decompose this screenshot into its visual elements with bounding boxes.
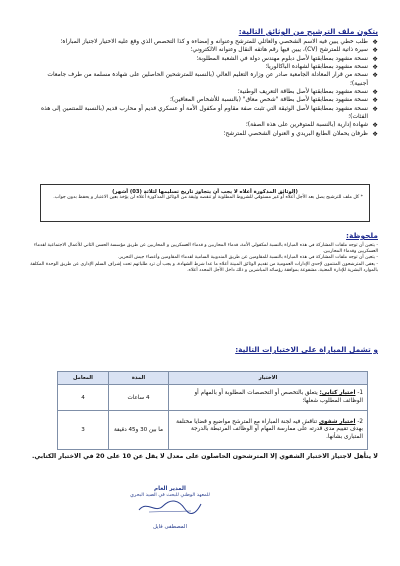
column-header-coefficient: المعامل (58, 372, 109, 385)
table-row (58, 411, 368, 450)
notice-late-files: * كل ملف للترشيح يصل بعد الأجل أعلاه أو غير مستوفي للشروط المطلوبة أو تنقصه وثيقة من الوثائق المذكورة أعلاه لن يؤخذ بعين الاعتبار و يحفظ بدون جواب. (53, 195, 363, 201)
docs-list-item: ❖ سيرة ذاتية للمترشح (CV)، يبين فيها رقم هاتفه النقال وعنوانه الالكتروني؛ (190, 46, 378, 55)
note-body (30, 243, 378, 274)
docs-list (30, 38, 378, 138)
docs-list-item: ❖ طلب خطي يبين فيه الاسم الشخصي والعائلي للمترشح وعنوانه و إمضاءه و كذا التخصص الذي وقع عليه الاختيار لاجتياز المباراة؛ (60, 38, 378, 46)
signature-name: المصطفى فايل (152, 524, 188, 530)
note-heading: ملحوظة: (346, 231, 378, 240)
diamond-bullet-icon: ❖ (372, 46, 378, 55)
exam-duration: 4 ساعات (109, 385, 169, 411)
notice-validity: (الوثائق المذكورة أعلاه لا يجب أن يتجاوز تاريخ تسليمها لثلاثة (03) أشهر) (112, 189, 298, 195)
exam-description: 2- اختبار شفوي تناقش فيه لجنة المباراة مع المترشح مواضيع و قضايا مختلفة بهدف تقييم مدى قدرته على ممارسة المهام أو الوظائف المرتبطة بالدرجة المتبارى بشأنها. (169, 411, 368, 450)
diamond-bullet-icon: ❖ (372, 104, 378, 113)
diamond-bullet-icon: ❖ (372, 63, 378, 72)
docs-list-item: ❖ نسخة مشهود بمطابقتها لأصل بطاقة "شخص معاق" (بالنسبة للأشخاص المعاقين)؛ (169, 96, 378, 105)
note-paragraph: - يتعين أن توجه ملفات المشاركة في هذه المباراة بالنسبة لمكفولي الأمة، قدماء المحاربين و قدماء العسكريين و المحاربين عن طريق مؤسسة الحسن الثاني للأعمال الاجتماعية لقدماء العسكريين وقدماء المحاربين. (33, 243, 378, 255)
diamond-bullet-icon: ❖ (372, 88, 378, 97)
exams-heading: و تشمل المباراة على الاختبارات التالية: (235, 345, 378, 354)
handwritten-signature-icon (135, 498, 205, 516)
note-paragraph: - يعفى المترشحون المنتمون لإحدى الإدارات العمومية من تقديم الوثائق المبينة أعلاه ما عدا شرط الشهادة، و يجب أن ترد طلباتهم تحت إشراف السلم الإداري عن طريق الوحدة المكلفة بالموارد البشرية للإدارة المعنية، مشفوعة بموافقة رؤسائه المباشرين و ذلك داخل الأجل المحدد أعلاه. (30, 261, 378, 273)
column-header-exam: الاختبار (169, 372, 368, 385)
notice-box (40, 184, 370, 222)
docs-list-item: ❖ ظرفان يحملان الطابع البريدي و العنوان الشخصي للمترشح؛ (223, 129, 378, 138)
docs-list-item: ❖ نسخة مشهود بمطابقتها لشهادة الباكالوريا؛ (265, 63, 378, 72)
docs-list-item: ❖ نسخة مشهود بمطابقتها لأصل دبلوم مهندس دولة في الشعبة المطلوبة؛ (196, 54, 378, 63)
exam-description: 1- اختبار كتابي: يتعلق بالتخصص أو التخصصات المطلوبة أو بالمهام أو الوظائف المطلوب شغلها؛ (169, 385, 368, 411)
exams-table (57, 371, 368, 450)
diamond-bullet-icon: ❖ (372, 121, 378, 130)
signature-institution: للمعهد الوطني للبحث في الصيد البحري (130, 492, 210, 498)
docs-list-item: ❖ شهادة إدارية (بالنسبة للمتوفرين على هذه الصفة)؛ (245, 121, 378, 130)
diamond-bullet-icon: ❖ (372, 129, 378, 138)
diamond-bullet-icon: ❖ (372, 71, 378, 80)
docs-list-item: ❖ نسخة من قرار المعادلة الجامعية صادر عن وزارة التعليم العالي (بالنسبة للمترشحين الحاصلين على شهادة مسلمة من طرف جامعات أجنبية)؛ (47, 71, 378, 87)
table-header-row (58, 372, 368, 385)
final-note: لا يتأهل لاجتياز الاختبار الشفوي إلا المترشحون الحاصلون على معدل لا يقل عن 10 على 20 في الاختبار الكتابي. (31, 453, 378, 460)
docs-list-item: ❖ نسخة مشهود بمطابقتها لأصل بطاقة التعريف الوطنية؛ (237, 88, 378, 97)
diamond-bullet-icon: ❖ (372, 54, 378, 63)
exam-coefficient: 4 (58, 385, 109, 411)
diamond-bullet-icon: ❖ (372, 38, 378, 46)
column-header-duration: المدة (109, 372, 169, 385)
exam-duration: ما بين 30 و45 دقيقة (109, 411, 169, 450)
exam-coefficient: 3 (58, 411, 109, 450)
signature-block (110, 486, 230, 530)
table-row (58, 385, 368, 411)
note-paragraph: - يتعين أن توجه ملفات المشاركة في هذه المباراة بالنسبة للمقاومين عن طريق المندوبية السامية لقدماء المقاومين وأعضاء جيش التحرير. (117, 255, 378, 261)
docs-list-item: ❖ نسخة مشهود بمطابقتها لأصل الوثيقة التي تثبت صفة مقاوم أو مكفول الأمة أو عسكري قديم أو محارب قديم (بالنسبة للمنتمين إلى هذه الفئات)؛ (41, 104, 378, 121)
signature-title: المدير العام (154, 486, 186, 492)
docs-heading: يتكون ملف الترشيح من الوثائق التالية: (238, 27, 378, 36)
diamond-bullet-icon: ❖ (372, 96, 378, 105)
